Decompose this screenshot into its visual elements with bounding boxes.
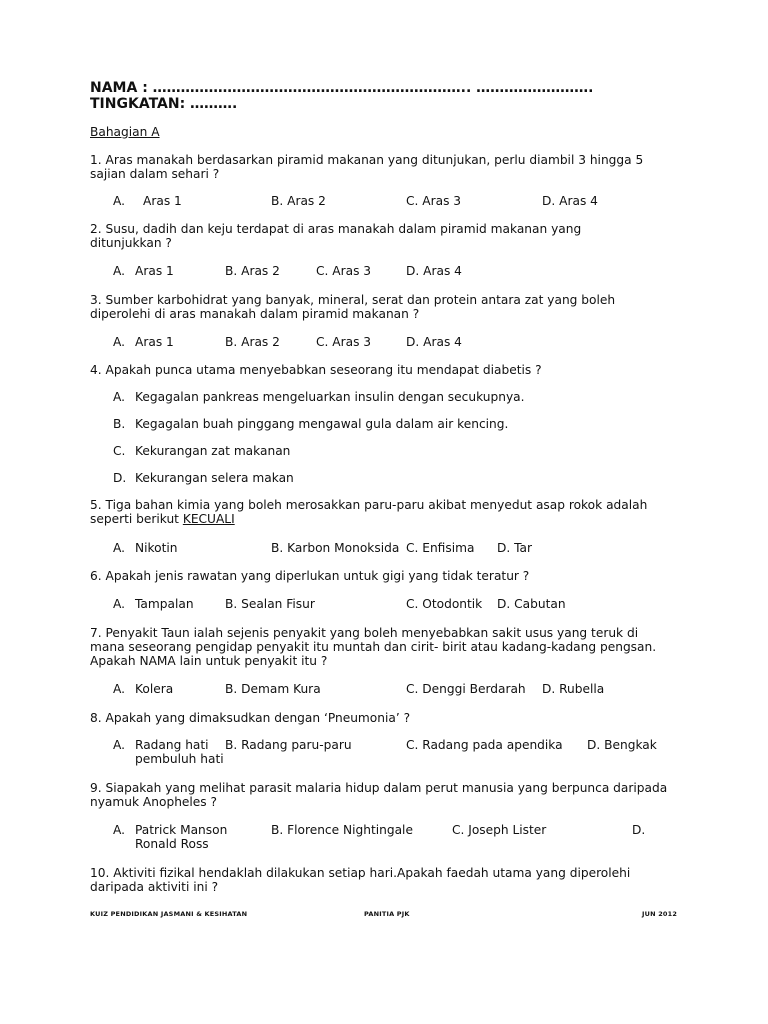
question-8-line-1: 8. Apakah yang dimaksudkan dengan ‘Pneumonia’ ? [90,711,411,725]
q9-option-d: Ronald Ross [135,837,209,851]
question-9-line-2: nyamuk Anopheles ? [90,795,217,809]
q5-option-a: Nikotin [135,541,178,555]
q2-option-c: C. Aras 3 [316,264,372,278]
question-5-line-1: 5. Tiga bahan kimia yang boleh merosakkan paru-paru akibat menyedut asap rokok adalah [90,498,648,512]
question-2-line-2: ditunjukkan ? [90,236,172,250]
q9-option-b: B. Florence Nightingale [271,823,413,837]
question-7-line-2: mana seseorang pengidap penyakit itu muntah dan cirit- birit atau kadang-kadang pengsan. [90,640,657,654]
q4-option-d-letter: D. [113,471,127,485]
q3-option-a-letter: A. [113,335,125,349]
nama-line: NAMA : ………………………………………………………….. ……………………. [90,80,594,96]
question-5-line-2 [90,512,680,526]
q7-option-d: D. Rubella [542,682,605,696]
question-9-line-1: 9. Siapakah yang melihat parasit malaria hidup dalam perut manusia yang berpunca daripada [90,781,668,795]
question-1-line-2: sajian dalam sehari ? [90,167,220,181]
q8-option-d-continued: pembuluh hati [135,752,224,766]
footer-right: JUN 2012 [642,910,678,918]
q7-option-c: C. Denggi Berdarah [406,682,526,696]
q3-option-c: C. Aras 3 [316,335,372,349]
q4-option-d: Kekurangan selera makan [135,471,294,485]
q8-option-c: C. Radang pada apendika [406,738,563,752]
q8-option-a: Radang hati [135,738,209,752]
q6-option-d: D. Cabutan [497,597,566,611]
footer-left: KUIZ PENDIDIKAN JASMANI & KESIHATAN [90,910,248,918]
question-1 [90,153,680,181]
q7-option-a-letter: A. [113,682,125,696]
q6-option-c: C. Otodontik [406,597,483,611]
question-9 [90,781,680,809]
question-5 [90,498,680,526]
q5-option-b: B. Karbon Monoksida [271,541,400,555]
q4-option-a: Kegagalan pankreas mengeluarkan insulin dengan secukupnya. [135,390,525,404]
q1-option-b: B. Aras 2 [271,194,326,208]
question-3-line-1: 3. Sumber karbohidrat yang banyak, mineral, serat dan protein antara zat yang boleh [90,293,616,307]
question-6-line-1: 6. Apakah jenis rawatan yang diperlukan untuk gigi yang tidak teratur ? [90,569,530,583]
question-10 [90,866,680,894]
q7-option-a: Kolera [135,682,174,696]
question-1-line-1: 1. Aras manakah berdasarkan piramid makanan yang ditunjukan, perlu diambil 3 hingga 5 [90,153,644,167]
q9-option-c: C. Joseph Lister [452,823,547,837]
q3-option-b: B. Aras 2 [225,335,280,349]
q7-option-b: B. Demam Kura [225,682,321,696]
q1-option-c: C. Aras 3 [406,194,462,208]
question-4 [90,363,680,377]
q5-option-d: D. Tar [497,541,533,555]
q4-option-c: Kekurangan zat makanan [135,444,291,458]
question-5-line-2-text: seperti berikut [90,512,183,526]
q8-option-d: D. Bengkak [587,738,657,752]
q2-option-a: Aras 1 [135,264,174,278]
q8-option-b: B. Radang paru-paru [225,738,352,752]
q4-option-c-letter: C. [113,444,126,458]
question-7-line-3: Apakah NAMA lain untuk penyakit itu ? [90,654,328,668]
question-6 [90,569,680,583]
q6-option-b: B. Sealan Fisur [225,597,315,611]
q2-option-b: B. Aras 2 [225,264,280,278]
q9-option-a-letter: A. [113,823,125,837]
question-10-line-1: 10. Aktiviti fizikal hendaklah dilakukan setiap hari.Apakah faedah utama yang diperolehi [90,866,631,880]
q5-option-c: C. Enfisima [406,541,475,555]
question-4-line-1: 4. Apakah punca utama menyebabkan seseorang itu mendapat diabetis ? [90,363,542,377]
q5-option-a-letter: A. [113,541,125,555]
question-8 [90,711,680,725]
question-3-line-2: diperolehi di aras manakah dalam piramid makanan ? [90,307,420,321]
q2-option-a-letter: A. [113,264,125,278]
q3-option-d: D. Aras 4 [406,335,462,349]
question-7-line-1: 7. Penyakit Taun ialah sejenis penyakit yang boleh menyebabkan sakit usus yang teruk di [90,626,639,640]
question-2-line-1: 2. Susu, dadih dan keju terdapat di aras manakah dalam piramid makanan yang [90,222,582,236]
q4-option-b: Kegagalan buah pinggang mengawal gula dalam air kencing. [135,417,509,431]
q4-option-b-letter: B. [113,417,126,431]
q3-option-a: Aras 1 [135,335,174,349]
question-3 [90,293,680,321]
kecuali-emphasis: KECUALI [182,512,235,526]
footer-center: PANITIA PJK [364,910,410,918]
question-7 [90,626,680,668]
question-10-line-2: daripada aktiviti ini ? [90,880,219,894]
q1-option-a-letter: A. [113,194,125,208]
section-title: Bahagian A [90,125,160,139]
q8-option-a-letter: A. [113,738,125,752]
q4-option-a-letter: A. [113,390,125,404]
q6-option-a-letter: A. [113,597,125,611]
q1-option-a: Aras 1 [143,194,182,208]
q9-option-a: Patrick Manson [135,823,228,837]
q2-option-d: D. Aras 4 [406,264,462,278]
q1-option-d: D. Aras 4 [542,194,598,208]
tingkatan-line: TINGKATAN: ………. [90,96,238,112]
q9-option-d-letter: D. [632,823,646,837]
question-2 [90,222,680,250]
q6-option-a: Tampalan [135,597,194,611]
